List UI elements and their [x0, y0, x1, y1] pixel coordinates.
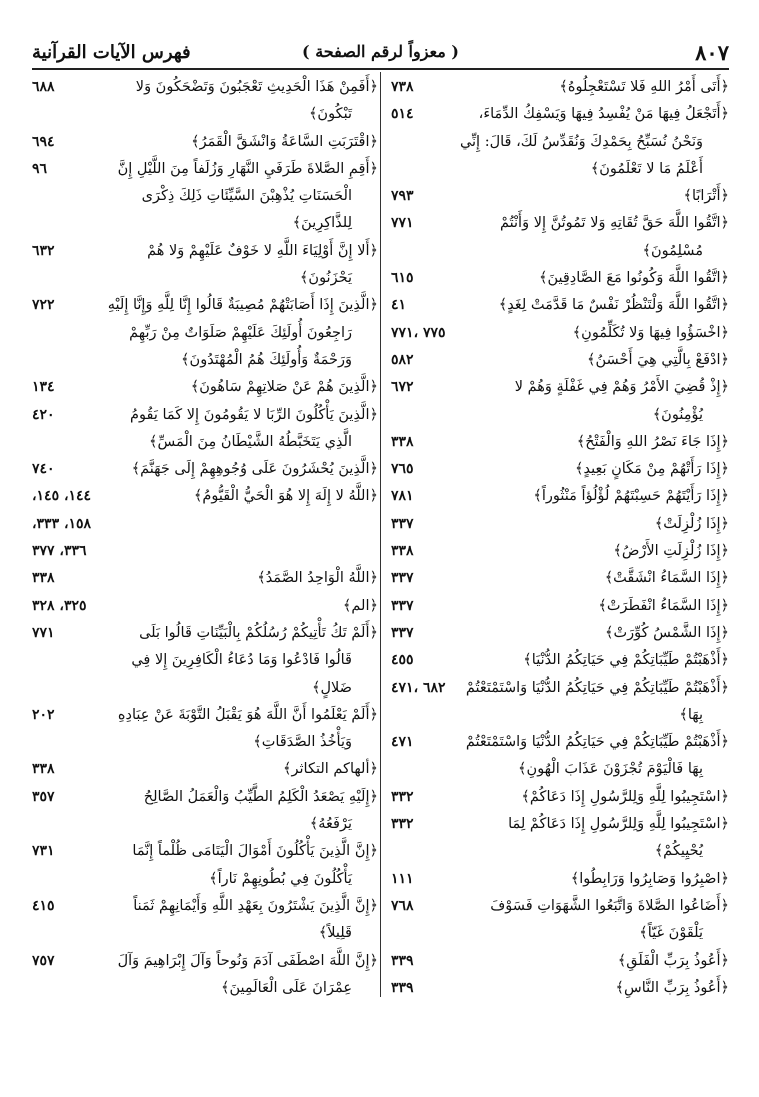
verse-text: يَلْقَوْنَ غَيّاً﴾ — [639, 925, 703, 942]
index-entry — [32, 838, 378, 865]
verse-text: ﴿أَتَجْعَلُ فِيهَا مَنْ يُفْسِدُ فِيهَا وَيَسْفِكُ الدِّمَاءَ، — [478, 106, 729, 123]
verse-text: وَرَحْمَةٌ وَأُولَئِكَ هُمُ الْمُهْتَدُونَ﴾ — [181, 351, 352, 368]
page-ref: ٦٧٢ — [391, 379, 414, 396]
page-ref: ٧٧١ — [391, 215, 414, 232]
page-ref: ٧٧١ — [32, 624, 55, 641]
index-entry — [391, 893, 729, 920]
index-entry — [32, 456, 378, 483]
index-entry — [391, 429, 729, 456]
index-line-continuation — [32, 866, 378, 893]
page-ref: ٦٨٢ ،٤٧١ — [391, 679, 446, 696]
verse-text: ﴿اللَّهُ لا إِلَهَ إِلا هُوَ الْحَيُّ الْقَيُّومُ﴾ — [193, 488, 378, 505]
verse-text: ﴿أَذْهَبْتُمْ طَيِّبَاتِكُمْ فِي حَيَاتِكُمُ الدُّنْيَا وَاسْتَمْتَعْتُمْ — [465, 679, 729, 696]
index-entry — [391, 620, 729, 647]
verse-text: تَبْكُونَ﴾ — [308, 106, 352, 123]
verse-text: ﴿إِذَا الشَّمْسُ كُوِّرَتْ﴾ — [604, 624, 729, 641]
index-entry — [391, 183, 729, 210]
index-entry — [391, 675, 729, 702]
verse-text: ﴿أَلَمْ يَعْلَمُوا أَنَّ اللَّهَ هُوَ يَقْبَلُ التَّوْبَةَ عَنْ عِبَادِهِ — [117, 706, 378, 723]
index-entry — [32, 620, 378, 647]
index-entry — [391, 483, 729, 510]
verse-text: ﴿إِلَيْهِ يَصْعَدُ الْكَلِمُ الطَّيِّبُ وَالْعَمَلُ الصَّالِحُ — [143, 788, 378, 805]
index-entry — [391, 647, 729, 674]
index-entry — [32, 593, 378, 620]
verse-text: ﴿إِذَا رَأَيْتَهُمْ حَسِبْتَهُمْ لُؤْلُؤاً مَنْثُوراً﴾ — [533, 488, 729, 505]
verse-text: ﴿أَعُوذُ بِرَبِّ النَّاسِ﴾ — [615, 979, 729, 996]
page-ref: ٩٦ — [32, 160, 48, 177]
page-ref: ٣٣٢ — [391, 816, 414, 833]
verse-text: ﴿إِنَّ الَّذِينَ يَشْتَرُونَ بِعَهْدِ اللَّهِ وَأَيْمَانِهِمْ ثَمَناً — [133, 897, 378, 914]
index-line-continuation — [391, 129, 729, 156]
page-ref: ١٤٤، ١٤٥، — [32, 488, 92, 505]
index-entry — [391, 292, 729, 319]
index-entry — [32, 893, 378, 920]
verse-text: الَّذِي يَتَخَبَّطُهُ الشَّيْطَانُ مِنَ الْمَسِّ﴾ — [149, 433, 352, 450]
index-line-continuation — [32, 320, 378, 347]
page-ref: ٧٧٥ ،٧٧١ — [391, 324, 446, 341]
verse-text: يُؤْمِنُونَ﴾ — [652, 406, 703, 423]
verse-text: ﴿إِذَا السَّمَاءُ انْفَطَرَتْ﴾ — [598, 597, 729, 614]
page-ref: ٣٣٦، ٣٧٧ — [32, 543, 87, 560]
page-ref: ١٣٤ — [32, 379, 55, 396]
index-line-continuation — [32, 210, 378, 237]
verse-text: ﴿أَلا إِنَّ أَوْلِيَاءَ اللَّهِ لا خَوْفٌ عَلَيْهِمْ وَلا هُمْ — [147, 242, 378, 259]
verse-text: ﴿إِنَّ اللَّهَ اصْطَفَى آدَمَ وَنُوحاً وَآلَ إِبْرَاهِيمَ وَآلَ — [117, 952, 378, 969]
page-ref: ٧٩٣ — [391, 188, 414, 205]
right-column — [391, 74, 729, 1002]
index-entry — [391, 101, 729, 128]
header-note: ( معزواً لرقم الصفحة ) — [302, 42, 459, 61]
verse-text: يُحْيِيكُمْ﴾ — [654, 843, 703, 860]
verse-text: ﴿إِذَا زُلْزِلَتْ﴾ — [654, 515, 729, 532]
page-ref: ٧٣١ — [32, 843, 55, 860]
index-entry — [391, 948, 729, 975]
page-ref: ١٥٨، ٣٣٣، — [32, 515, 92, 532]
index-entry — [32, 374, 378, 401]
index-entry — [391, 74, 729, 101]
page-ref: ٤٧١ — [391, 734, 414, 751]
verse-text: ﴿الَّذِينَ هُمْ عَنْ صَلاتِهِمْ سَاهُونَ﴾ — [190, 379, 378, 396]
page-ref: ٥١٤ — [391, 106, 414, 123]
page-ref: ٣٣٩ — [391, 952, 414, 969]
page-ref: ٧٨١ — [391, 488, 414, 505]
page-ref: ٣٣٧ — [391, 624, 414, 641]
verse-text: الْحَسَنَاتِ يُذْهِبْنَ السَّيِّئَاتِ ذَلِكَ ذِكْرَى — [141, 188, 352, 205]
index-entry — [32, 238, 378, 265]
index-line-continuation — [32, 811, 378, 838]
page-ref: ٧٢٢ — [32, 297, 55, 314]
index-entry — [391, 729, 729, 756]
page-ref: ٣٥٧ — [32, 788, 55, 805]
verse-text: لِلذَّاكِرِينَ﴾ — [292, 215, 352, 232]
index-entry — [32, 483, 378, 510]
index-entry — [32, 511, 378, 538]
page-ref: ٦٨٨ — [32, 79, 55, 95]
index-line-continuation — [391, 920, 729, 947]
verse-text: وَيَأْخُذُ الصَّدَقَاتِ﴾ — [253, 734, 352, 751]
page-ref: ٧٥٧ — [32, 952, 55, 969]
verse-text: ﴿اسْتَجِيبُوا لِلَّهِ وَلِلرَّسُولِ إِذَا دَعَاكُمْ﴾ — [521, 788, 729, 805]
index-entry — [32, 156, 378, 183]
verse-text: بِهَا﴾ — [679, 706, 703, 723]
verse-text: ﴿إِذَا رَأَتْهُمْ مِنْ مَكَانٍ بَعِيدٍ﴾ — [574, 461, 729, 478]
page-ref: ٤٢٠ — [32, 406, 55, 423]
verse-text: ﴿الَّذِينَ يُحْشَرُونَ عَلَى وُجُوهِهِمْ إِلَى جَهَنَّمَ﴾ — [131, 461, 378, 478]
index-entry — [391, 210, 729, 237]
index-entry — [32, 292, 378, 319]
index-entry — [32, 948, 378, 975]
page-ref: ٣٣٨ — [391, 543, 414, 560]
index-line-continuation — [32, 347, 378, 374]
verse-text: ﴿اتَّقُوا اللَّهَ وَلْتَنْظُرْ نَفْسٌ مَا قَدَّمَتْ لِغَدٍ﴾ — [498, 297, 729, 314]
verse-text: ضَلالٍ﴾ — [312, 679, 352, 696]
index-line-continuation — [391, 838, 729, 865]
index-line-continuation — [391, 402, 729, 429]
index-line-continuation — [32, 647, 378, 674]
verse-text: يَرْفَعُهُ﴾ — [309, 816, 352, 833]
verse-text: ﴿اللَّهُ الْوَاحِدُ الصَّمَدُ﴾ — [257, 570, 378, 587]
verse-text: ﴿إِذَا جَاءَ نَصْرُ اللهِ وَالْفَتْحُ﴾ — [576, 433, 729, 450]
verse-text: أَعْلَمُ مَا لا تَعْلَمُونَ﴾ — [590, 160, 703, 177]
verse-text: وَنَحْنُ نُسَبِّحُ بِحَمْدِكَ وَنُقَدِّسُ لَكَ، قَالَ: إِنِّي — [459, 133, 703, 150]
page-ref: ٦١٥ — [391, 270, 414, 287]
page-ref: ٣٣٨ — [32, 761, 55, 778]
page-ref: ٧٤٠ — [32, 461, 55, 478]
verse-text: ﴿أَلَمْ تَكُ تَأْتِيكُمْ رُسُلُكُمْ بِالْبَيِّنَاتِ قَالُوا بَلَى — [139, 624, 378, 641]
verse-text: ﴿أَذْهَبْتُمْ طَيِّبَاتِكُمْ فِي حَيَاتِكُمُ الدُّنْيَا وَاسْتَمْتَعْتُمْ — [465, 734, 729, 751]
verse-text: ﴿اتَّقُوا اللَّهَ حَقَّ تُقَاتِهِ وَلا تَمُوتُنَّ إِلا وَأَنْتُمْ — [500, 215, 729, 232]
index-line-continuation — [32, 429, 378, 456]
page-ref: ٣٣٧ — [391, 570, 414, 587]
index-entry — [32, 756, 378, 783]
index-entry — [391, 593, 729, 620]
page-ref: ٤١ — [391, 297, 407, 314]
verse-text: ﴿ألهاكم التكاثر﴾ — [283, 761, 378, 778]
index-line-continuation — [32, 729, 378, 756]
index-line-continuation — [391, 238, 729, 265]
page-ref: ١١١ — [391, 870, 414, 887]
index-entry — [32, 74, 378, 101]
page-ref: ٣٢٥، ٣٢٨ — [32, 597, 87, 614]
verse-text: ﴿أَعُوذُ بِرَبِّ الْفَلَقِ﴾ — [617, 952, 729, 969]
index-entry — [391, 347, 729, 374]
verse-text: عِمْرَانَ عَلَى الْعَالَمِينَ﴾ — [220, 979, 352, 996]
verse-text: ﴿إِذَا السَّمَاءُ انْشَقَّتْ﴾ — [604, 570, 729, 587]
page-ref: ٣٣٧ — [391, 515, 414, 532]
verse-text: قَالُوا فَادْعُوا وَمَا دُعَاءُ الْكَافِرِينَ إِلا فِي — [131, 652, 352, 669]
verse-text: ﴿اخْسَؤُوا فِيهَا وَلا تُكَلِّمُونِ﴾ — [572, 324, 729, 341]
index-title: فهرس الآيات القرآنية — [32, 42, 191, 63]
page-ref: ٦٣٢ — [32, 242, 55, 259]
page-ref: ٣٣٩ — [391, 979, 414, 996]
index-entry — [32, 129, 378, 156]
verse-text: ﴿ادْفَعْ بِالَّتِي هِيَ أَحْسَنُ﴾ — [587, 351, 729, 368]
page-ref: ٦٩٤ — [32, 133, 55, 150]
verse-text: ﴿اتَّقُوا اللَّهَ وَكُونُوا مَعَ الصَّادِقِينَ﴾ — [538, 270, 729, 287]
index-entry — [391, 265, 729, 292]
index-entry — [391, 511, 729, 538]
index-line-continuation — [391, 702, 729, 729]
verse-text: مُسْلِمُونَ﴾ — [642, 242, 703, 259]
index-entry — [32, 702, 378, 729]
verse-text: ﴿الَّذِينَ يَأْكُلُونَ الرِّبَا لا يَقُومُونَ إِلا كَمَا يَقُومُ — [130, 406, 378, 423]
page-ref: ٧٦٨ — [391, 897, 414, 914]
verse-text: ﴿اصْبِرُوا وَصَابِرُوا وَرَابِطُوا﴾ — [570, 870, 729, 887]
index-entry — [391, 565, 729, 592]
page-ref: ٣٣٨ — [391, 433, 414, 450]
verse-text: ﴿أَتَى أَمْرُ اللهِ فَلا تَسْتَعْجِلُوهُ﴾ — [559, 79, 729, 95]
index-line-continuation — [32, 975, 378, 1002]
index-entry — [32, 402, 378, 429]
page-ref: ٣٣٧ — [391, 597, 414, 614]
verse-text: ﴿إِذَا زُلْزِلَتِ الأَرْضُ﴾ — [613, 543, 729, 560]
index-entry — [391, 320, 729, 347]
index-entry — [391, 538, 729, 565]
verse-text: بِهَا فَالْيَوْمَ تُجْزَوْنَ عَذَابَ الْهُونِ﴾ — [518, 761, 703, 778]
page-ref: ٤٥٥ — [391, 652, 414, 669]
index-entry — [391, 975, 729, 1002]
index-entry — [391, 374, 729, 401]
index-entry — [391, 784, 729, 811]
index-entry — [32, 565, 378, 592]
verse-text: ﴿اقْتَرَبَتِ السَّاعَةُ وَانْشَقَّ الْقَمَرُ﴾ — [191, 133, 378, 150]
index-entry — [32, 538, 378, 565]
verse-text: ﴿اسْتَجِيبُوا لِلَّهِ وَلِلرَّسُولِ إِذَا دَعَاكُمْ لِمَا — [508, 816, 729, 833]
page-header — [32, 40, 729, 66]
header-rule — [32, 68, 729, 70]
verse-text: ﴿الم﴾ — [342, 597, 378, 614]
index-entry — [391, 811, 729, 838]
index-entry — [391, 456, 729, 483]
index-line-continuation — [32, 675, 378, 702]
verse-text: رَاجِعُونَ أُولَئِكَ عَلَيْهِمْ صَلَوَاتٌ مِنْ رَبِّهِمْ — [129, 324, 352, 341]
verse-text: ﴿إِنَّ الَّذِينَ يَأْكُلُونَ أَمْوَالَ الْيَتَامَى ظُلْماً إِنَّمَا — [132, 843, 378, 860]
page-ref: ٣٣٨ — [32, 570, 55, 587]
page-ref: ٧٦٥ — [391, 461, 414, 478]
verse-text: يَحْزَنُونَ﴾ — [299, 270, 352, 287]
index-entry — [391, 866, 729, 893]
verse-text: ﴿أَتْرَابًا﴾ — [683, 188, 729, 205]
index-line-continuation — [32, 265, 378, 292]
verse-text: يَأْكُلُونَ فِي بُطُونِهِمْ نَاراً﴾ — [209, 870, 352, 887]
index-line-continuation — [32, 920, 378, 947]
page-ref: ٢٠٢ — [32, 706, 55, 723]
verse-text: ﴿أَضَاعُوا الصَّلاةَ وَاتَّبَعُوا الشَّهَوَاتِ فَسَوْفَ — [490, 897, 729, 914]
verse-text: ﴿الَّذِينَ إِذَا أَصَابَتْهُمْ مُصِيبَةٌ قَالُوا إِنَّا لِلَّهِ وَإِنَّا إِلَيْهِ — [107, 297, 378, 314]
page-ref: ٣٣٢ — [391, 788, 414, 805]
verse-text: ﴿أَقِمِ الصَّلاةَ طَرَفَيِ النَّهَارِ وَزُلَفاً مِنَ اللَّيْلِ إِنَّ — [117, 160, 378, 177]
index-line-continuation — [391, 156, 729, 183]
verse-text: ﴿أَفَمِنْ هَذَا الْحَدِيثِ تَعْجَبُونَ وَتَضْحَكُونَ وَلا — [135, 79, 378, 95]
page-ref: ٧٣٨ — [391, 79, 414, 95]
index-entry — [32, 784, 378, 811]
index-line-continuation — [391, 756, 729, 783]
verse-text: ﴿إِذْ قُضِيَ الأَمْرُ وَهُمْ فِي غَفْلَةٍ وَهُمْ لا — [514, 379, 729, 396]
column-divider — [380, 72, 381, 997]
page-ref: ٤١٥ — [32, 897, 55, 914]
verse-text: ﴿أَذْهَبْتُمْ طَيِّبَاتِكُمْ فِي حَيَاتِكُمُ الدُّنْيَا﴾ — [523, 652, 729, 669]
verse-text: قَلِيلاً﴾ — [318, 925, 352, 942]
index-line-continuation — [32, 183, 378, 210]
left-column — [32, 74, 378, 1002]
page-number: ٨٠٧ — [695, 40, 729, 65]
index-line-continuation — [32, 101, 378, 128]
page-ref: ٥٨٢ — [391, 351, 414, 368]
